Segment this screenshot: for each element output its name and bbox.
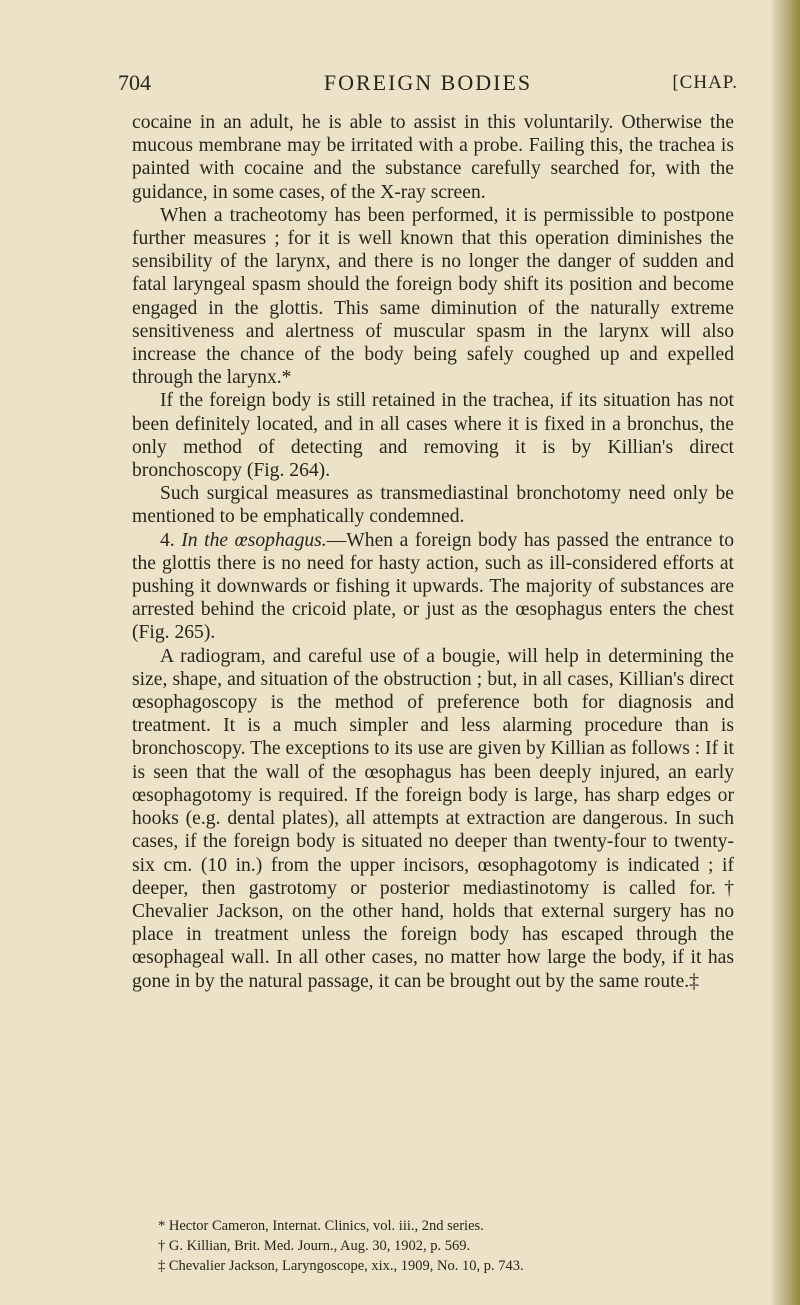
paragraph: Such surgical measures as transmediastinal bronchotomy need only be mentioned to be emphatically condemned. — [132, 483, 734, 528]
body-text — [132, 111, 734, 993]
footnote: * Hector Cameron, Internat. Clinics, vol. iii., 2nd series. — [158, 1218, 484, 1234]
section-number: 4. — [160, 529, 182, 551]
paragraph: When a tracheotomy has been performed, it is permissible to postpone further measures ; for it is well known that this operation diminishes the sensibility of the larynx, and there is no longer the danger of sudden and fatal laryngeal spasm should the foreign body shift its position and become engaged in the glottis. This same diminution of the naturally extreme sensitiveness and alertness of muscular spasm in the larynx will also increase the chance of the body being safely coughed up and expelled through the larynx.* — [132, 204, 734, 389]
section-text: —When a foreign body has passed the entrance to the glottis there is no need for hasty action, such as ill-considered efforts at pushing it downwards or fishing it upwards. — [132, 529, 734, 598]
section-paragraph — [132, 529, 734, 645]
footnote: ‡ Chevalier Jackson, Laryngoscope, xix., 1909, No. 10, p. 743. — [158, 1258, 524, 1274]
paragraph: cocaine in an adult, he is able to assist in this voluntarily. Otherwise the mucous membrane may be irritated with a probe. Failing this, the trachea is painted with cocaine and the substance carefully searched for, with the guidance, in some cases, of the X-ray screen. — [132, 112, 734, 203]
paragraph: The majority of substances are arrested behind the cricoid plate, or just as the œsophagus enters the chest (Fig. 265). — [132, 576, 735, 644]
paragraph: A radiogram, and careful use of a bougie, will help in determining the size, shape, and situation of the obstruction ; but, in all cases, Killian's direct œsophagoscopy is the method of preference both for diagnosis and treatment. It is a much simpler and less alarming procedure than is bronchoscopy. The exceptions to its use are given by Killian as follows : If it is seen that the wall of the œsophagus has been deeply injured, an early œsophagotomy is required. If the foreign body is large, has sharp edges or hooks (e.g. dental plates), all attempts at extraction are dangerous. In such cases, if the foreign body is situated no deeper than twenty-four to twenty-six cm. (10 in.) from the upper incisors, œsophagotomy is indicated ; if deeper, then gastrotomy or posterior mediastinotomy is called for.† Chevalier Jackson, on the other hand, holds that external surgery has no place in treatment unless the foreign body has escaped through the œsophageal wall. In all other cases, no matter how large the body, if it has gone in by the natural passage, it can be brought out by the same route.‡ — [132, 645, 734, 992]
chapter-marker: [CHAP. — [672, 72, 738, 93]
footnotes — [158, 1216, 748, 1276]
page-edge-shadow — [772, 0, 800, 1305]
running-title: FOREIGN BODIES — [323, 70, 533, 95]
section-heading: In the œsophagus. — [181, 529, 327, 551]
running-header — [118, 70, 738, 100]
page-number: 704 — [118, 70, 151, 95]
footnote: † G. Killian, Brit. Med. Journ., Aug. 30, 1902, p. 569. — [158, 1238, 471, 1254]
paragraph: If the foreign body is still retained in the trachea, if its situation has not been definitely located, and in all cases where it is fixed in a bronchus, the only method of detecting and removing it is by Killian's direct bronchoscopy (Fig. 264). — [132, 390, 734, 482]
